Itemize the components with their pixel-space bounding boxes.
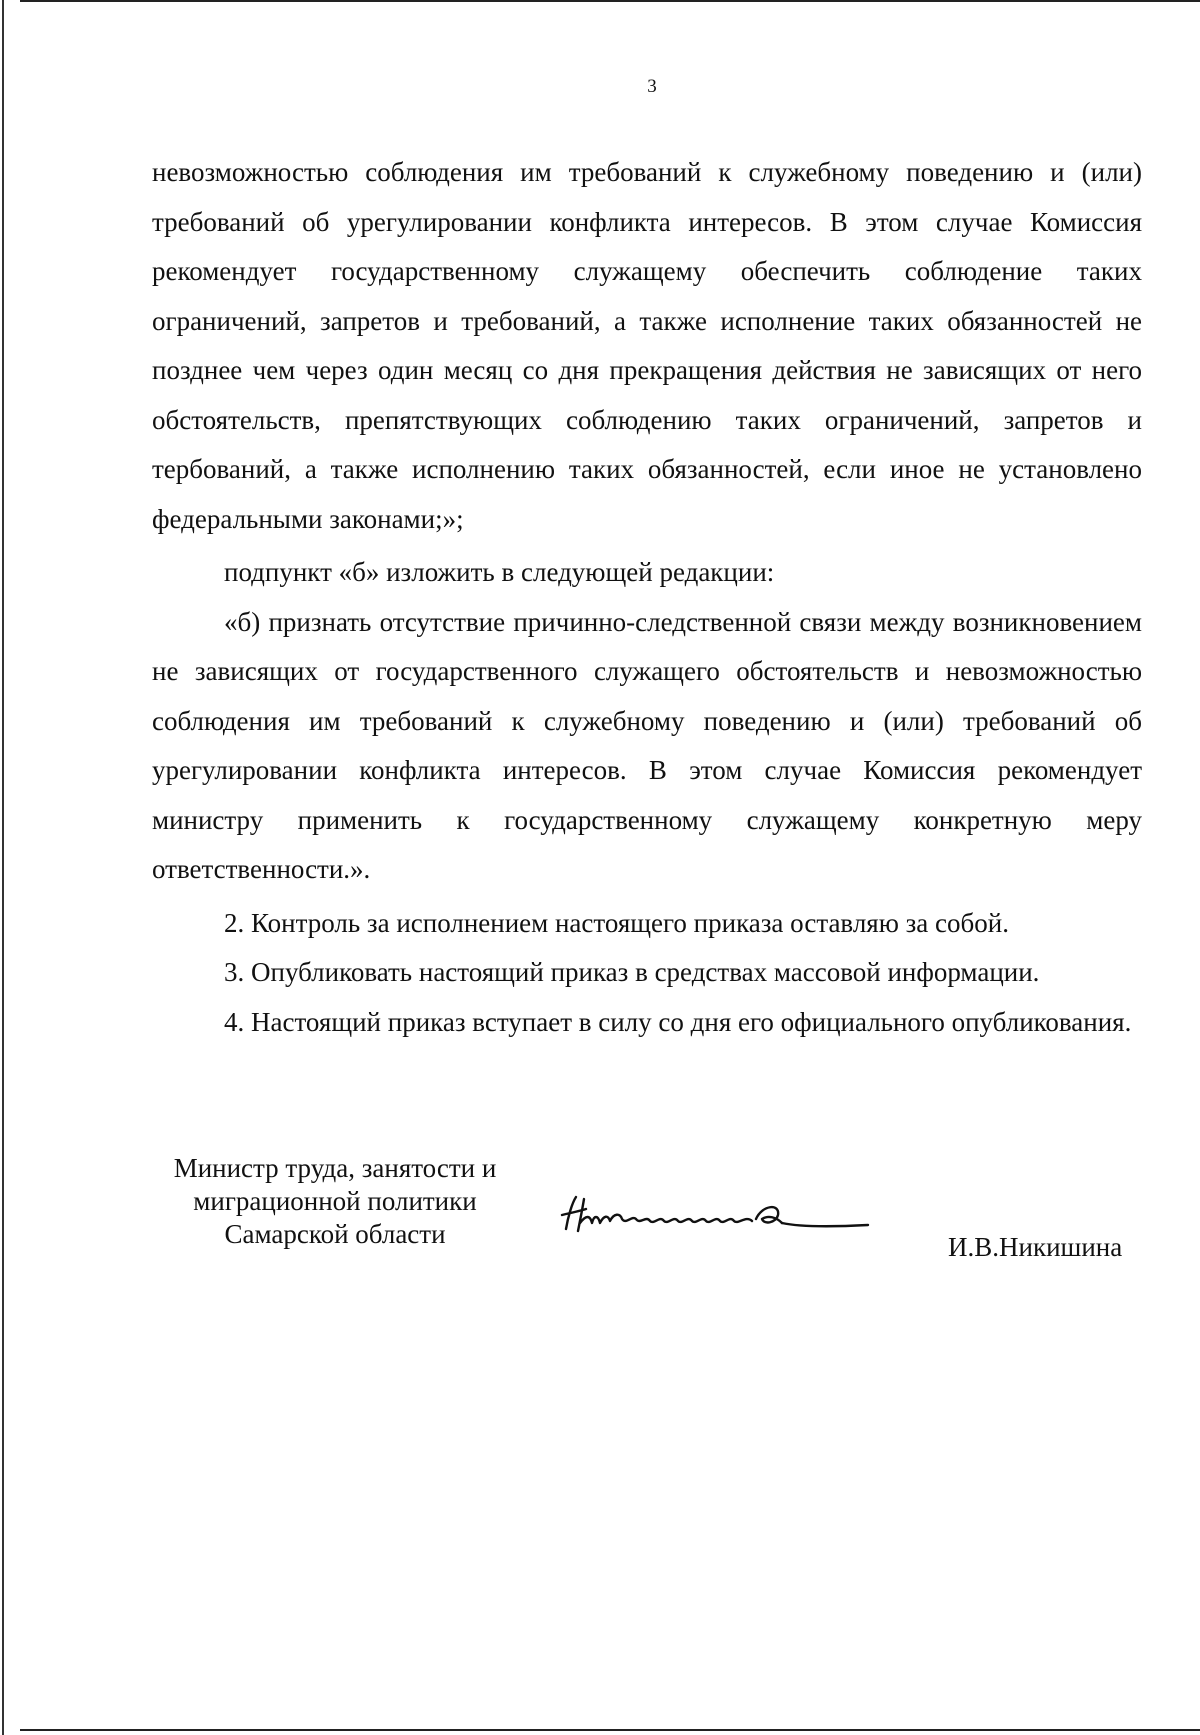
signer-name: И.В.Никишина: [948, 1232, 1123, 1262]
handwritten-signature: [550, 1185, 880, 1245]
paragraph-item-3: 3. Опубликовать настоящий приказ в средствах массовой информации.: [224, 957, 1040, 987]
paragraph-item-2: 2. Контроль за исполнением настоящего приказа оставляю за собой.: [224, 907, 1009, 938]
scan-edge-bottom: [20, 1729, 1200, 1731]
signatory-title-line-2: миграционной политики: [193, 1186, 477, 1216]
signatory-title-line-3: Самарской области: [224, 1219, 446, 1249]
paragraph-item-4: 4. Настоящий приказ вступает в силу со дня его официального опубликования.: [224, 1006, 1132, 1037]
paragraph-subitem-intro: подпункт «б» изложить в следующей редакции:: [224, 557, 775, 587]
signatory-title: [150, 1152, 520, 1251]
scan-edge-left: [2, 0, 4, 1735]
paragraph-continuation: невозможностью соблюдения им требований к служебному поведению и (или) требований об урегулировании конфликта интересов. В этом случае Комиссия рекомендует государственному служащему обеспечить соблюдение таких ограничений, запретов и требований, а также исполнение таких обязанностей не позднее чем через один месяц со дня прекращения действия не зависящих от него обстоятельств, препятствующих соблюдению таких ограничений, запретов и тербований, а также исполнению таких обязанностей, если иное не установлено федеральными законами;»;: [152, 157, 1142, 534]
page-number: 3: [647, 76, 657, 97]
paragraph-subitem-b: «б) признать отсутствие причинно-следственной связи между возникновением не зависящих от государственного служащего обстоятельств и невозможностью соблюдения им требований к служебному поведению и (или) требований об урегулировании конфликта интересов. В этом случае Комиссия рекомендует министру применить к государственному служащему конкретную меру ответственности.».: [152, 606, 1142, 884]
signatory-title-line-1: Министр труда, занятости и: [173, 1153, 497, 1183]
scan-edge-top: [20, 0, 1200, 2]
document-body: [152, 148, 1142, 1047]
